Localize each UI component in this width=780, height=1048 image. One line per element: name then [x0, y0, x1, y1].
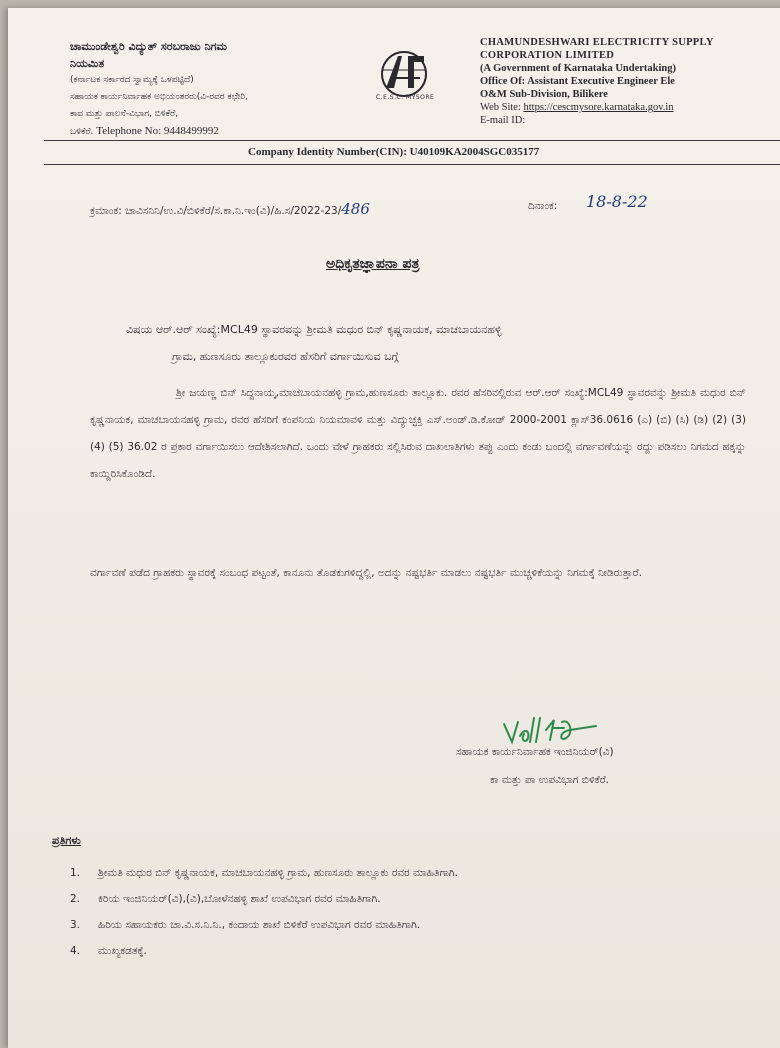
email-label: E-mail ID: [480, 115, 526, 126]
website-line [480, 101, 780, 114]
division-kannada: ಕಾವ ಮತ್ತು ಪಾಲನೆ-ವಿಭಾಗ, ಬಿಳಿಕೆರೆ, [70, 109, 179, 119]
signatory-title: ಸಹಾಯಕ ಕಾರ್ಯನಿರ್ವಾಹಕ ಇಂಜಿನಿಯರ್(ವಿ) [456, 746, 614, 758]
subject-line1: ವಿಷಯ ಆರ್.ಆರ್ ಸಂಖ್ಯೆ:MCL49 ಸ್ಥಾವರವನ್ನು ಶ್ರೀಮತಿ ಮಧುರ ಬಿನ್ ಕೃಷ್ಣನಾಯಕ, ಮಾಚಬಾಯನಹಳ್ಳಿ [126, 323, 502, 336]
org-name-english: CHAMUNDESHWARI ELECTRICITY SUPPLY [480, 37, 714, 48]
list-item-text: ಕಿರಿಯ ಇಂಜಿನಿಯರ್(ವಿ),(ವಿ),ಬೋಳೆನಹಳ್ಳಿ ಶಾಖೆ ಉಪವಿಭಾಗ ರವರ ಮಾಹಿತಿಗಾಗಿ. [98, 893, 381, 905]
signature-image [500, 714, 612, 748]
cin-divider [44, 164, 780, 165]
office-kannada: ಸಹಾಯಕ ಕಾರ್ಯನಿರ್ವಾಹಕ ಅಭಿಯಂತರರು(ವಿ-ರವರ ಕಛೇರಿ, [70, 92, 249, 102]
body-paragraph-1 [90, 380, 746, 488]
date-label: ದಿನಾಂಕ: [528, 200, 558, 212]
org-name-kannada: ಚಾಮುಂಡೇಶ್ವರಿ ವಿದ್ಯುತ್ ಸರಬರಾಜು ನಿಗಮ [70, 40, 227, 53]
date-handwritten: 18-8-22 [586, 192, 648, 211]
place-kannada: ಬಳಿಕೆರೆ. [70, 127, 94, 137]
list-item [70, 938, 760, 964]
signatory-office: ಕಾ ಮತ್ತು ಪಾ ಉಪವಿಭಾಗ ಬಿಳಿಕೆರೆ. [490, 774, 610, 786]
org-name-kannada-line2: ನಿಯಮಿತ [70, 57, 105, 70]
sub-division: O&M Sub-Division, Bilikere [480, 89, 608, 100]
body-paragraph-2: ವರ್ಗಾವಣೆ ಪಡೆದ ಗ್ರಾಹಕರು ಸ್ಥಾವರಕ್ಕೆ ಸಂಬಂಧ ಪಟ್ಟಂತೆ, ಕಾನೂನು ತೊಡಕುಗಳಿದ್ದಲ್ಲಿ, ಅದನ್ನು ನಷ್ಟಭರ್ತಿ ಮಾಡಲು ನಷ್ಟಭರ್ತಿ ಮುಚ್ಚಳಿಕೆಯನ್ನು ನಿಗಮಕ್ಕೆ ನೀಡಿರುತ್ತಾರೆ. [90, 567, 642, 579]
telephone: Telephone No: 9448499992 [96, 125, 219, 137]
website-label: Web Site: [480, 102, 521, 113]
company-cin: Company Identity Number(CIN): U40109KA2004SGC035177 [248, 146, 540, 158]
list-item-text: ಶ್ರೀಮತಿ ಮಧುರ ಬಿನ್ ಕೃಷ್ಣನಾಯಕ, ಮಾಚಬಾಯನಹಳ್ಳಿ ಗ್ರಾಮ, ಹುಣಸೂರು ತಾಲ್ಲೂಕು ರವರ ಮಾಹಿತಿಗಾಗಿ. [98, 867, 458, 879]
reference-number: 486 [341, 200, 370, 218]
list-item [70, 860, 760, 886]
org-name-english-line2: CORPORATION LIMITED [480, 50, 615, 61]
list-item [70, 912, 760, 938]
office-of: Office Of: Assistant Executive Engineer Ele [480, 76, 675, 87]
header-english [480, 36, 780, 127]
govt-undertaking-kannada: (ಕರ್ನಾಟಕ ಸರ್ಕಾರದ ಸ್ವಾಮ್ಯಕ್ಕೆ ಒಳಪಟ್ಟಿದೆ) [70, 75, 194, 85]
copies-list [70, 860, 760, 964]
govt-undertaking: (A Government of Karnataka Undertaking) [480, 63, 676, 74]
logo-caption: C.E.S.C. MYSORE [376, 94, 435, 101]
header-kannada [70, 38, 360, 141]
list-item-text: ಹಿರಿಯ ಸಹಾಯಕರು ಚಾ.ವಿ.ಸ.ನಿ.ನಿ., ಕಂದಾಯ ಶಾಖೆ ಬಿಳಿಕೆರೆ ಉಪವಿಭಾಗ ರವರ ಮಾಹಿತಿಗಾಗಿ. [98, 919, 421, 931]
list-item-number: 2. [70, 893, 81, 905]
header-divider [44, 140, 780, 141]
list-item-number: 4. [70, 945, 81, 957]
copies-heading: ಪ್ರತಿಗಳು [52, 834, 81, 847]
reference-line [90, 200, 370, 218]
list-item-number: 1. [70, 867, 81, 879]
website-link[interactable]: https://cescmysore.karnataka.gov.in [523, 102, 674, 113]
letter-title: ಅಧಿಕೃತಜ್ಞಾಪನಾ ಪತ್ರ [326, 256, 420, 272]
reference-label: ಕ್ರಮಾಂಕ: ಚಾವಿಸನಿನಿ/ಉ.ವಿ/ಬಿಳಿಕೆರೆ/ಸ.ಕಾ.ನಿ.ಇಂ(ವಿ)/ಹಿ.ಸ/2022-23/ [90, 205, 342, 217]
subject [126, 316, 746, 370]
telephone-line [70, 123, 360, 141]
letter-sheet [8, 8, 780, 1048]
list-item [70, 886, 760, 912]
list-item-text: ಮುಖ್ಯಕಡತಕ್ಕೆ. [98, 945, 147, 957]
subject-line2: ಗ್ರಾಮ, ಹುಣಸೂರು ತಾಲ್ಲೂಕುರವರ ಹೆಸರಿಗೆ ವರ್ಗಾಯಿಸುವ ಬಗ್ಗೆ [172, 350, 399, 363]
list-item-number: 3. [70, 919, 81, 931]
body-paragraph-1-text: ಶ್ರೀ ಜಯಣ್ಣ ಬಿನ್ ಸಿದ್ದನಾಯ್ಕ,ಮಾಚಬಾಯನಹಳ್ಳಿ ಗ್ರಾಮ,ಹುಣಸೂರು ತಾಲ್ಲೂಕು. ರವರ ಹೆಸರಿನಲ್ಲಿರುವ ಆರ್.ಆರ್ ಸಂಖ್ಯೆ:MCL49 ಸ್ಥಾವರವನ್ನು ಶ್ರೀಮತಿ ಮಧುರ ಬಿನ್ ಕೃಷ್ಣನಾಯಕ, ಮಾಚಬಾಯನಹಳ್ಳಿ ಗ್ರಾಮ, ರವರ ಹೆಸರಿಗೆ ಕಂಪನಿಯ ನಿಯಮಾವಳಿ ಮತ್ತು ವಿದ್ಯುಚ್ಛಕ್ತಿ ಎಸ್.ಅಂಡ್.ಡಿ.ಕೋಡ್ 2000-2001 ಕ್ಲಾಸ್36.0616 (ಎ) (ಬಿ) (ಸಿ) (ಡಿ) (2) (3) (4) (5) 36.02 ರ ಪ್ರಕಾರ ವರ್ಗಾಯಿಸಲು ಆದೇಶಿಸಲಾಗಿದೆ. ಒಂದು ವೇಳೆ ಗ್ರಾಹಕರು ಸಲ್ಲಿಸಿರುವ ದಾಖಲಾತಿಗಳು ತಪ್ಪು ಎಂದು ಕಂಡು ಬಂದಲ್ಲಿ ವರ್ಗಾವಣೆಯನ್ನು ರದ್ದು ಪಡಿಸಲು ನಿಗಮದ ಹಕ್ಕನ್ನು ಕಾಯ್ದಿರಿಸಿಕೊಂಡಿದೆ. [90, 387, 746, 480]
